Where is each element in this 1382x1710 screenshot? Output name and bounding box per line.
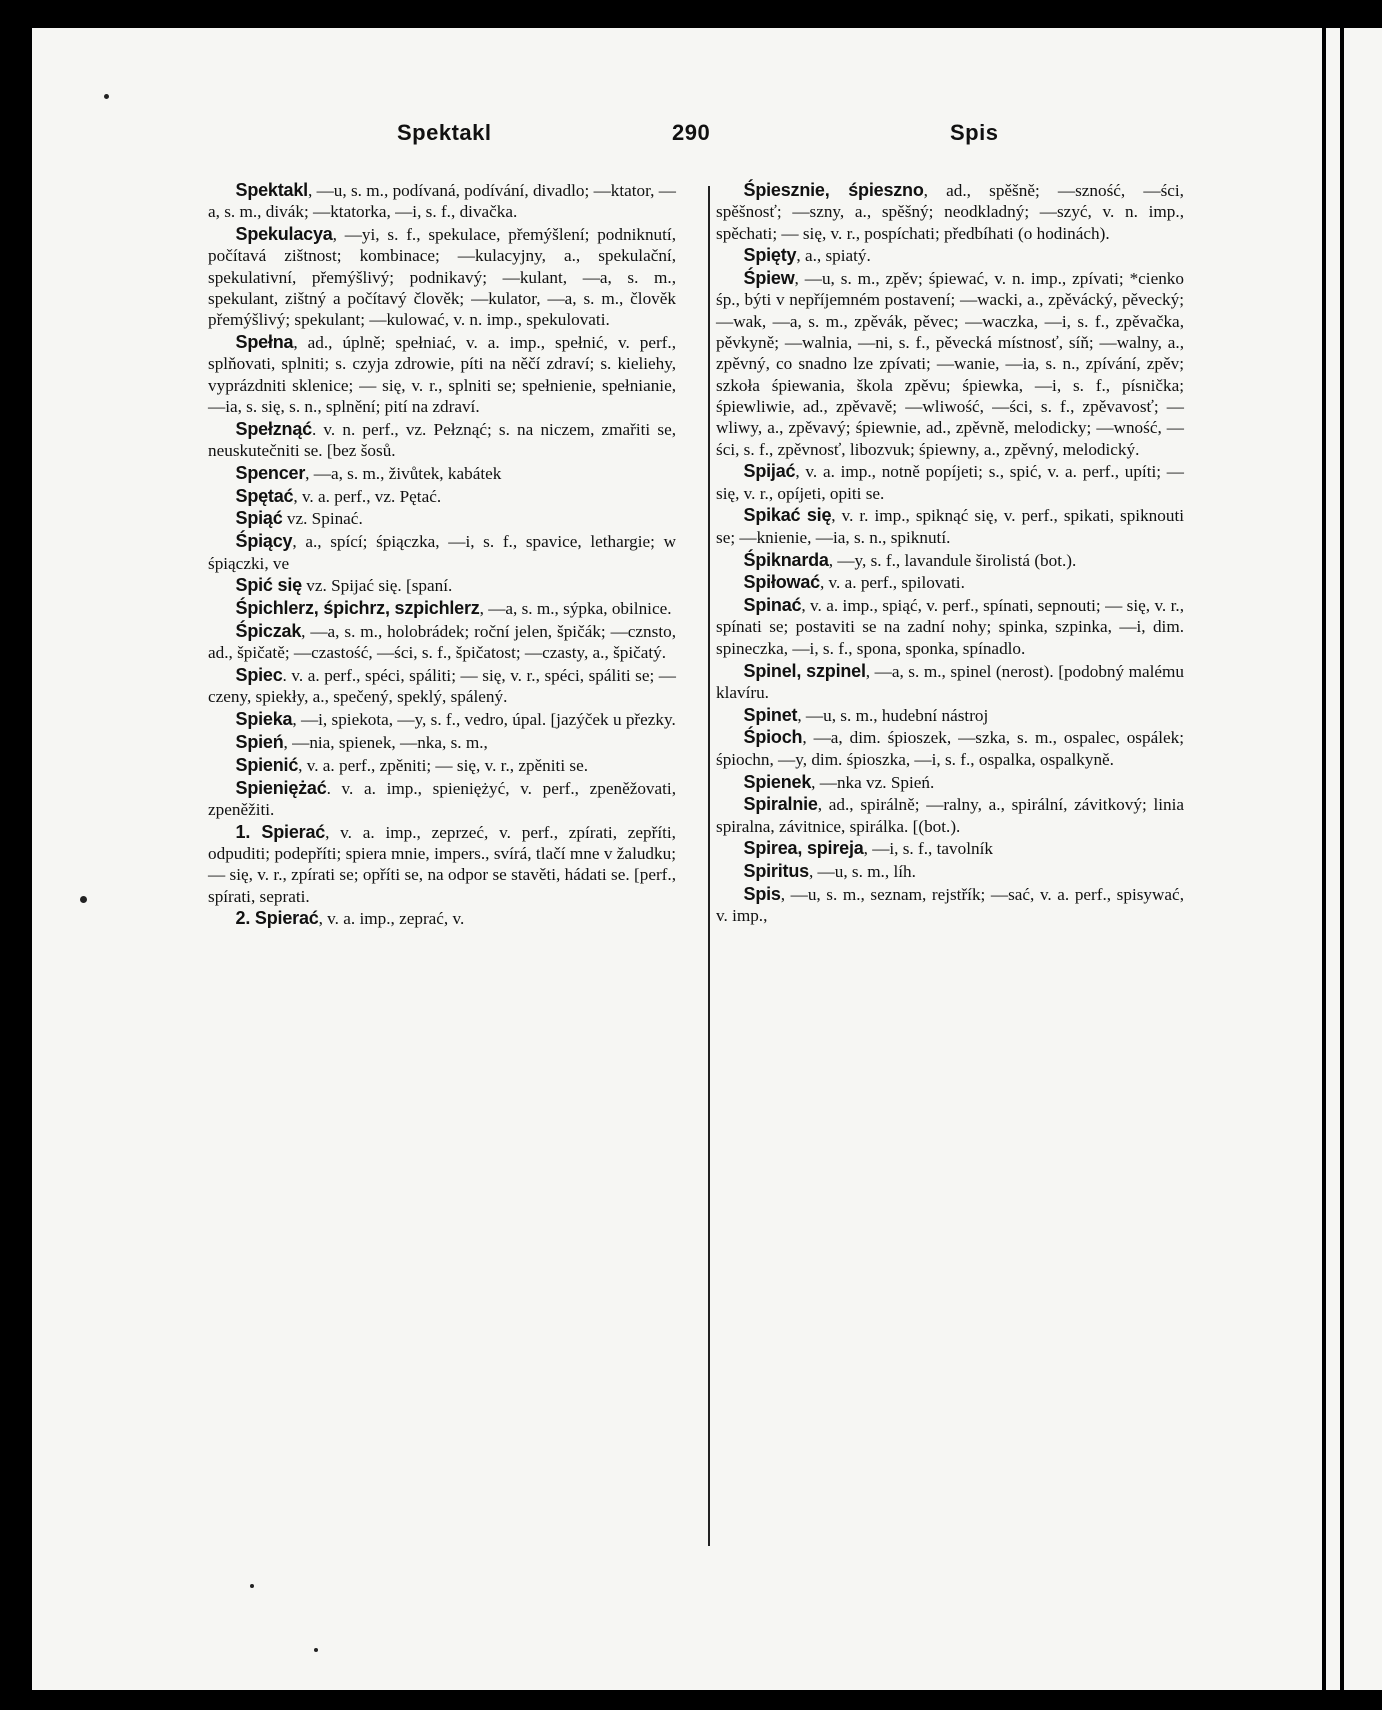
entry-headword: Spencer <box>235 462 306 483</box>
dictionary-entry <box>716 772 1184 793</box>
entry-definition: , v. a. perf., vz. Pętać. <box>293 486 442 506</box>
entry-headword: Spinać <box>743 595 802 616</box>
entry-definition: , v. a. imp., spiąć, v. perf., spínati, sepnouti; — się, v. r., spínati se; postaviti se na zadní nohy; spinka, szpinka, —i, dim. spineczka, —i, s. f., spona, sponka, spínadlo. <box>716 596 1184 658</box>
entry-definition: , v. a. imp., notně popíjeti; s., spić, v. a. perf., upíti; — się, v. r., opíjeti, opiti se. <box>716 462 1184 503</box>
entry-definition: , v. a. imp., zeprać, v. <box>318 909 465 929</box>
entry-definition: , —nka vz. Spień. <box>811 772 935 792</box>
dictionary-entry <box>208 419 676 462</box>
entry-definition: , a., spiatý. <box>796 246 871 266</box>
dictionary-entry <box>208 665 676 708</box>
entry-definition: . v. n. perf., vz. Pełznąć; s. na niczem, zmařiti se, neuskutečniti se. [bez šosů. <box>208 419 676 461</box>
scan-border-left <box>0 0 32 1710</box>
entry-definition: , —yi, s. f., spekulace, přemýšlení; podniknutí, počítavá zištnost; kombinace; —kulacyjny, a., spekulační, spekulativní, přemýšlivý; podnikavý; —kulant, —a, s. m., spekulant, zištný a počítavý člověk; —kulator, —a, s. m., člověk přemýšlivý; spekulant; —kulować, v. n. imp., spekulovati. <box>208 225 676 330</box>
entry-headword: Śpiący <box>235 531 293 552</box>
entry-definition: , —u, s. m., hudební nástroj <box>797 705 989 725</box>
entry-definition: , ad., spirálně; —ralny, a., spirální, závitkový; linia spiralna, závitnice, spirálka. [(bot.). <box>716 795 1184 836</box>
scan-border-top <box>0 0 1382 28</box>
dictionary-entry <box>208 732 676 753</box>
dictionary-entry <box>716 268 1184 460</box>
header-left-guideword: Spektakl <box>397 120 492 145</box>
page-header <box>32 120 1322 156</box>
dictionary-entry <box>716 505 1184 548</box>
right-column <box>716 180 1184 928</box>
dictionary-entry <box>208 778 676 821</box>
entry-definition: , —a, s. m., živůtek, kabátek <box>305 463 502 483</box>
entry-headword: Spikać się <box>743 505 832 526</box>
dictionary-entry <box>208 180 676 223</box>
entry-definition: , a., spící; śpiączka, —i, s. f., spavice, lethargie; w śpiączki, ve <box>208 532 676 573</box>
entry-definition: , v. r. imp., spiknąć się, v. perf., spikati, spiknouti se; —knienie, —ia, s. n., spiknutí. <box>716 506 1184 547</box>
dictionary-entry <box>716 572 1184 593</box>
entry-headword: 2. Spierać <box>235 908 319 929</box>
entry-headword: Spektakl <box>235 180 308 200</box>
entry-headword: Spinet <box>743 704 798 725</box>
speck-mark <box>80 896 87 903</box>
dictionary-entry <box>208 575 676 596</box>
entry-headword: 1. Spierać <box>235 821 326 842</box>
dictionary-entry <box>716 661 1184 704</box>
dictionary-entry <box>716 727 1184 770</box>
entry-headword: Spienek <box>743 771 812 792</box>
entry-headword: Spienić <box>235 754 299 775</box>
entry-headword: Śpioch <box>743 727 803 748</box>
entry-definition: , —u, s. m., zpěv; śpiewać, v. n. imp., zpívati; *cienko śp., býti v nepříjemném postavení; —wacki, a., zpěvácký, pěvecký; —wak, —a, s. m., zpěvák, pěvec; —waczka, —i, s. f., zpěvačka, pěvkyně; —walnia, —ni, s. f., pěvecká místnosť, síň; —walny, a., zpěvný, co snadno lze zpívati; —wanie, —ia, s. n., zpívání, zpěv; szkoła śpiewania, škola zpěvu; śpiewka, —i, s. f., písnička; śpiewliwie, ad., zpěvavě; —wliwość, —ści, s. f., zpěvavosť; —wliwy, a., zpěvavý; śpiewnie, ad., zpěvně, melodicky; —wność, —ści, s. f., zpěvnosť, libozvuk; śpiewny, a., zpěvný, melodický. <box>716 269 1184 459</box>
scan-border-bottom <box>0 1690 1382 1710</box>
dictionary-entry <box>716 595 1184 659</box>
entry-headword: Spętać <box>235 485 294 506</box>
speck-mark <box>250 1584 254 1588</box>
entry-definition: , —a, s. m., holobrádek; roční jelen, špičák; —cznsto, ad., špičatě; —czastość, —ści, s. f., špičatost; —czasty, a., špičatý. <box>208 621 676 663</box>
entry-headword: Spełna <box>235 332 294 353</box>
entry-headword: Spić się <box>235 575 302 596</box>
entry-definition: , —a, s. m., spinel (nerost). [podobný malému klavíru. <box>716 661 1185 702</box>
dictionary-entry <box>208 709 676 730</box>
column-divider <box>708 186 710 1546</box>
entry-definition: , —u, s. m., podívaná, podívání, divadlo; —ktator, —a, s. m., divák; —ktatorka, —i, s. f., divačka. <box>208 181 676 222</box>
entry-definition: . v. a. imp., spieniężyć, v. perf., zpeněžovati, zpeněžiti. <box>208 778 676 819</box>
dictionary-entry <box>208 486 676 507</box>
entry-headword: Śpiesznie, śpieszno <box>743 180 924 200</box>
entry-headword: Śpiczak <box>235 620 302 641</box>
entry-headword: Śpiknarda <box>743 549 829 570</box>
entry-headword: Spiritus <box>743 861 809 882</box>
speck-mark <box>104 94 109 99</box>
entry-headword: Spień <box>235 731 284 752</box>
dictionary-entry <box>208 531 676 574</box>
entry-headword: Spiec <box>235 665 283 686</box>
entry-headword: Śpichlerz, śpichrz, szpichlerz <box>235 598 480 619</box>
dictionary-entry <box>208 621 676 664</box>
entry-definition: , v. a. imp., zeprzeć, v. perf., zpírati, zepříti, odpuditi; podepříti; spiera mnie, impers., svírá, tlačí mne v žaludku; — się, v. r., zpírati se; opříti se, na odpor se stavěti, hádati se. [perf., spírati, seprati. <box>208 822 676 906</box>
dictionary-entry <box>716 245 1184 266</box>
entry-headword: Spełznąć <box>235 418 312 439</box>
dictionary-entry <box>716 838 1184 859</box>
entry-definition: , ad., úplně; spełniać, v. a. imp., spełnić, v. perf., splňovati, splniti; s. czyja zdrowie, píti na něčí zdraví; s. kieliehy, vyprázdniti sklenice; — się, v. r., splniti se; spełnienie, spełnianie, —ia, s. się, s. n., splnění; pití na zdraví. <box>208 333 676 416</box>
entry-definition: , —u, s. m., seznam, rejstřík; —sać, v. a. perf., spisywać, v. imp., <box>716 885 1184 926</box>
dictionary-entry <box>716 884 1184 927</box>
dictionary-entry <box>208 598 676 619</box>
adjacent-page-border <box>1340 20 1344 1710</box>
entry-headword: Spijać <box>743 461 796 482</box>
entry-headword: Spieniężać <box>235 777 327 798</box>
entry-definition: , —a, s. m., sýpka, obilnice. <box>479 599 672 619</box>
dictionary-entry <box>716 461 1184 504</box>
dictionary-entry <box>716 861 1184 882</box>
left-column <box>208 180 676 931</box>
dictionary-entry <box>208 755 676 776</box>
entry-headword: Spis <box>743 884 781 904</box>
dictionary-page <box>32 28 1322 1690</box>
entry-definition: vz. Spijać się. [spaní. <box>301 576 453 596</box>
dictionary-entry <box>208 332 676 417</box>
dictionary-entry <box>208 463 676 484</box>
entry-headword: Spiralnie <box>743 794 818 815</box>
entry-headword: Spieka <box>235 709 293 730</box>
entry-definition: , —u, s. m., líh. <box>808 862 916 882</box>
entry-headword: Spiąć <box>235 508 283 529</box>
dictionary-entry <box>208 822 676 907</box>
entry-definition: , —nia, spienek, —nka, s. m., <box>283 732 488 752</box>
dictionary-entry <box>208 224 676 330</box>
entry-headword: Spekulacya <box>235 224 333 245</box>
dictionary-entry <box>208 508 676 529</box>
entry-headword: Śpiew <box>743 268 795 289</box>
entry-definition: . v. a. perf., spéci, spáliti; — się, v. r., spéci, spáliti se; —czeny, spiekły, a., spečený, speklý, spálený. <box>208 666 676 707</box>
entry-definition: vz. Spinać. <box>282 509 363 529</box>
entry-definition: , ad., spěšně; —szność, —ści, spěšnosť; —szny, a., spěšný; neodkladný; —szyć, v. n. imp., spěchati; — się, v. r., pospíchati; předbíhati (o hodinách). <box>716 181 1184 243</box>
entry-definition: , v. a. perf., zpěniti; — się, v. r., zpěniti se. <box>298 755 589 775</box>
dictionary-entry <box>716 705 1184 726</box>
entry-definition: , v. a. perf., spilovati. <box>819 573 965 593</box>
adjacent-page-edge <box>1326 28 1382 1710</box>
dictionary-entry <box>716 550 1184 571</box>
speck-mark <box>314 1648 318 1652</box>
dictionary-entry <box>716 794 1184 837</box>
entry-definition: , —a, dim. śpioszek, —szka, s. m., ospalec, ospálek; śpiochn, —y, dim. śpioszka, —i, s. f., ospalka, ospalkyně. <box>716 728 1184 769</box>
entry-definition: , —i, s. f., tavolník <box>863 839 993 859</box>
entry-headword: Spirea, spireja <box>743 838 864 859</box>
entry-headword: Spinel, szpinel <box>743 660 866 681</box>
header-right-guideword: Spis <box>950 120 999 145</box>
dictionary-entry <box>208 908 676 929</box>
entry-definition: , —y, s. f., lavandule širolistá (bot.). <box>828 550 1077 570</box>
dictionary-entry <box>716 180 1184 244</box>
entry-definition: , —i, spiekota, —y, s. f., vedro, úpal. [jazýček u přezky. <box>292 710 676 730</box>
entry-headword: Spięty <box>743 245 797 266</box>
page-number: 290 <box>672 120 711 145</box>
entry-headword: Spiłować <box>743 572 820 593</box>
